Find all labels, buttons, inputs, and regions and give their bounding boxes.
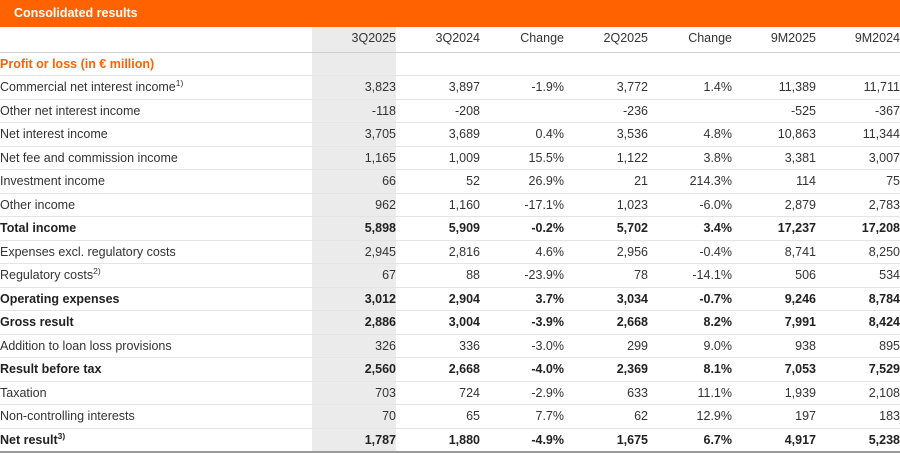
cell-2q2025: 5,702 (616, 221, 648, 236)
cell-3q2025: 2,886 (312, 311, 396, 335)
footnote-marker: 3) (57, 430, 66, 441)
row-label: Other net interest income (0, 103, 141, 118)
column-header-2q2025: 2Q2025 (564, 27, 648, 52)
table-row (0, 146, 900, 170)
cell-change: 3.8% (703, 150, 732, 165)
table-row (0, 381, 900, 405)
row-label: Addition to loan loss provisions (0, 338, 172, 353)
table-row (0, 217, 900, 241)
cell-9m2024: 8,250 (868, 244, 900, 259)
row-label: Operating expenses (0, 291, 120, 306)
row-label: Expenses excl. regulatory costs (0, 244, 176, 259)
cell-9m2025: 197 (795, 409, 816, 424)
table-header-row (0, 27, 900, 52)
column-header-9m2024: 9M2024 (816, 27, 900, 52)
cell-9m2024: 8,784 (868, 291, 900, 306)
cell-change: -2.9% (531, 385, 564, 400)
cell-3q2024 (396, 52, 480, 76)
cell-3q2024: 2,668 (448, 362, 480, 377)
footnote-marker: 1) (175, 78, 184, 89)
cell-9m2025 (732, 52, 816, 76)
cell-3q2025: 1,165 (312, 146, 396, 170)
cell-change (648, 52, 732, 76)
cell-change: 12.9% (696, 409, 732, 424)
cell-change: -14.1% (692, 268, 732, 283)
cell-change: -23.9% (524, 268, 564, 283)
table-header (0, 27, 900, 52)
cell-3q2025: 326 (312, 334, 396, 358)
cell-3q2024: 88 (466, 268, 480, 283)
row-label: Taxation (0, 385, 47, 400)
cell-change: 8.1% (703, 362, 732, 377)
cell-3q2025: 2,945 (312, 240, 396, 264)
column-header-change-qoq: Change (648, 27, 732, 52)
cell-change: -1.9% (531, 80, 564, 95)
cell-change: 3.7% (535, 291, 564, 306)
cell-2q2025: 78 (634, 268, 648, 283)
cell-change: 9.0% (703, 338, 732, 353)
table-row (0, 99, 900, 123)
cell-3q2024: 1,009 (448, 150, 480, 165)
cell-change: -4.0% (531, 362, 564, 377)
column-header-change-qoq-yoy: Change (480, 27, 564, 52)
cell-2q2025 (564, 52, 648, 76)
cell-2q2025: 2,956 (616, 244, 648, 259)
cell-2q2025: 1,675 (616, 432, 648, 447)
cell-3q2025: 2,560 (312, 358, 396, 382)
cell-3q2024: 724 (459, 385, 480, 400)
cell-3q2024: 52 (466, 174, 480, 189)
row-label: Total income (0, 221, 77, 236)
cell-3q2024: 2,816 (448, 244, 480, 259)
cell-change: 214.3% (689, 174, 732, 189)
cell-change: 6.7% (703, 432, 732, 447)
cell-9m2025: 17,237 (777, 221, 816, 236)
cell-3q2024: 3,897 (448, 80, 480, 95)
cell-change (480, 52, 564, 76)
cell-9m2025: 3,381 (784, 150, 816, 165)
cell-2q2025: 2,369 (616, 362, 648, 377)
cell-9m2025: 10,863 (777, 127, 816, 142)
consolidated-results-table (0, 27, 900, 453)
row-label: Net interest income (0, 127, 108, 142)
cell-9m2024: 895 (879, 338, 900, 353)
table-row (0, 264, 900, 288)
cell-2q2025: 1,023 (616, 197, 648, 212)
page-title: Consolidated results (14, 6, 138, 20)
cell-3q2025: 67 (312, 264, 396, 288)
cell-2q2025: 3,772 (616, 80, 648, 95)
table-row (0, 405, 900, 429)
cell-3q2025: -118 (312, 99, 396, 123)
cell-9m2024: 2,108 (868, 385, 900, 400)
cell-3q2024: 2,904 (448, 291, 480, 306)
cell-change: -4.9% (531, 432, 564, 447)
cell-3q2025: 3,823 (312, 76, 396, 100)
cell-3q2025: 962 (312, 193, 396, 217)
cell-2q2025: 3,536 (616, 127, 648, 142)
cell-2q2025: 3,034 (616, 291, 648, 306)
row-label: Net fee and commission income (0, 150, 178, 165)
table-row (0, 170, 900, 194)
cell-9m2025: 8,741 (784, 244, 816, 259)
cell-9m2024: 11,344 (862, 127, 900, 142)
column-header-label (0, 27, 312, 52)
table-row (0, 287, 900, 311)
cell-9m2024: 17,208 (861, 221, 900, 236)
cell-3q2024: 65 (466, 409, 480, 424)
table-body (0, 52, 900, 452)
cell-9m2024: 3,007 (868, 150, 900, 165)
row-label: Commercial net interest income$^{1)}$ (0, 78, 184, 95)
cell-3q2025: 66 (312, 170, 396, 194)
table-row (0, 193, 900, 217)
cell-2q2025: 1,122 (616, 150, 648, 165)
row-label: Investment income (0, 174, 105, 189)
table-row (0, 334, 900, 358)
cell-change: 3.4% (703, 221, 732, 236)
cell-9m2024: -367 (874, 103, 900, 118)
row-label: Other income (0, 197, 76, 212)
table-row (0, 123, 900, 147)
cell-9m2025: 938 (795, 338, 816, 353)
cell-change: -6.0% (699, 197, 732, 212)
column-header-9m2025: 9M2025 (732, 27, 816, 52)
cell-change: -0.2% (531, 221, 564, 236)
column-header-3q2024: 3Q2024 (396, 27, 480, 52)
cell-9m2024: 11,711 (863, 80, 900, 95)
row-label: Profit or loss (in € million) (0, 56, 155, 71)
cell-3q2025: 3,012 (312, 287, 396, 311)
cell-3q2024: -208 (454, 103, 480, 118)
row-label: Non-controlling interests (0, 409, 135, 424)
cell-2q2025: 633 (627, 385, 648, 400)
cell-9m2024: 8,424 (868, 315, 900, 330)
cell-change (648, 99, 732, 123)
cell-3q2025: 703 (312, 381, 396, 405)
cell-3q2024: 1,880 (448, 432, 480, 447)
cell-change: -0.7% (699, 291, 732, 306)
cell-change: 15.5% (528, 150, 564, 165)
cell-2q2025: 299 (627, 338, 648, 353)
cell-9m2025: 506 (795, 268, 816, 283)
row-label: Regulatory costs$^{2)}$ (0, 266, 101, 283)
document-title-bar (0, 0, 900, 27)
cell-9m2025: 7,053 (784, 362, 816, 377)
cell-3q2025: 3,705 (312, 123, 396, 147)
cell-9m2024: 2,783 (868, 197, 900, 212)
cell-9m2024: 5,238 (868, 432, 900, 447)
cell-9m2025: 7,991 (784, 315, 816, 330)
cell-change (480, 99, 564, 123)
cell-change: 26.9% (528, 174, 564, 189)
table-row (0, 311, 900, 335)
cell-2q2025: 21 (634, 174, 648, 189)
cell-3q2024: 3,004 (448, 315, 480, 330)
cell-change: 4.6% (535, 244, 564, 259)
cell-9m2025: 1,939 (784, 385, 816, 400)
cell-9m2024: 75 (886, 174, 900, 189)
cell-2q2025: 62 (634, 409, 648, 424)
cell-change: 4.8% (703, 127, 732, 142)
cell-9m2024: 534 (879, 268, 900, 283)
cell-change: 8.2% (703, 315, 732, 330)
cell-3q2025: 5,898 (312, 217, 396, 241)
table-row (0, 428, 900, 452)
cell-change: -17.1% (524, 197, 564, 212)
table-row (0, 240, 900, 264)
table-row (0, 52, 900, 76)
cell-change: 7.7% (535, 409, 564, 424)
cell-2q2025: 2,668 (616, 315, 648, 330)
cell-9m2025: -525 (790, 103, 816, 118)
cell-3q2025 (312, 52, 396, 76)
row-label: Result before tax (0, 362, 102, 377)
cell-change: -3.0% (531, 338, 564, 353)
cell-change: -3.9% (531, 315, 564, 330)
cell-change: 0.4% (535, 127, 564, 142)
cell-9m2024 (816, 52, 900, 76)
cell-change: -0.4% (699, 244, 732, 259)
cell-3q2024: 3,689 (448, 127, 480, 142)
cell-9m2025: 11,389 (778, 80, 816, 95)
row-label: Net result$^{3)}$ (0, 430, 66, 447)
cell-3q2025: 1,787 (312, 428, 396, 452)
row-label: Gross result (0, 315, 74, 330)
cell-change: 11.1% (697, 385, 732, 400)
cell-9m2025: 114 (796, 174, 816, 189)
cell-3q2024: 5,909 (448, 221, 480, 236)
cell-change: 1.4% (703, 80, 732, 95)
cell-3q2024: 336 (459, 338, 480, 353)
cell-2q2025: -236 (622, 103, 648, 118)
cell-9m2025: 2,879 (784, 197, 816, 212)
cell-3q2024: 1,160 (448, 197, 480, 212)
cell-9m2024: 183 (879, 409, 900, 424)
cell-9m2025: 4,917 (784, 432, 816, 447)
footnote-marker: 2) (93, 266, 101, 277)
cell-9m2024: 7,529 (868, 362, 900, 377)
cell-3q2025: 70 (312, 405, 396, 429)
table-row (0, 76, 900, 100)
cell-9m2025: 9,246 (784, 291, 816, 306)
table-row (0, 358, 900, 382)
column-header-3q2025: 3Q2025 (312, 27, 396, 52)
